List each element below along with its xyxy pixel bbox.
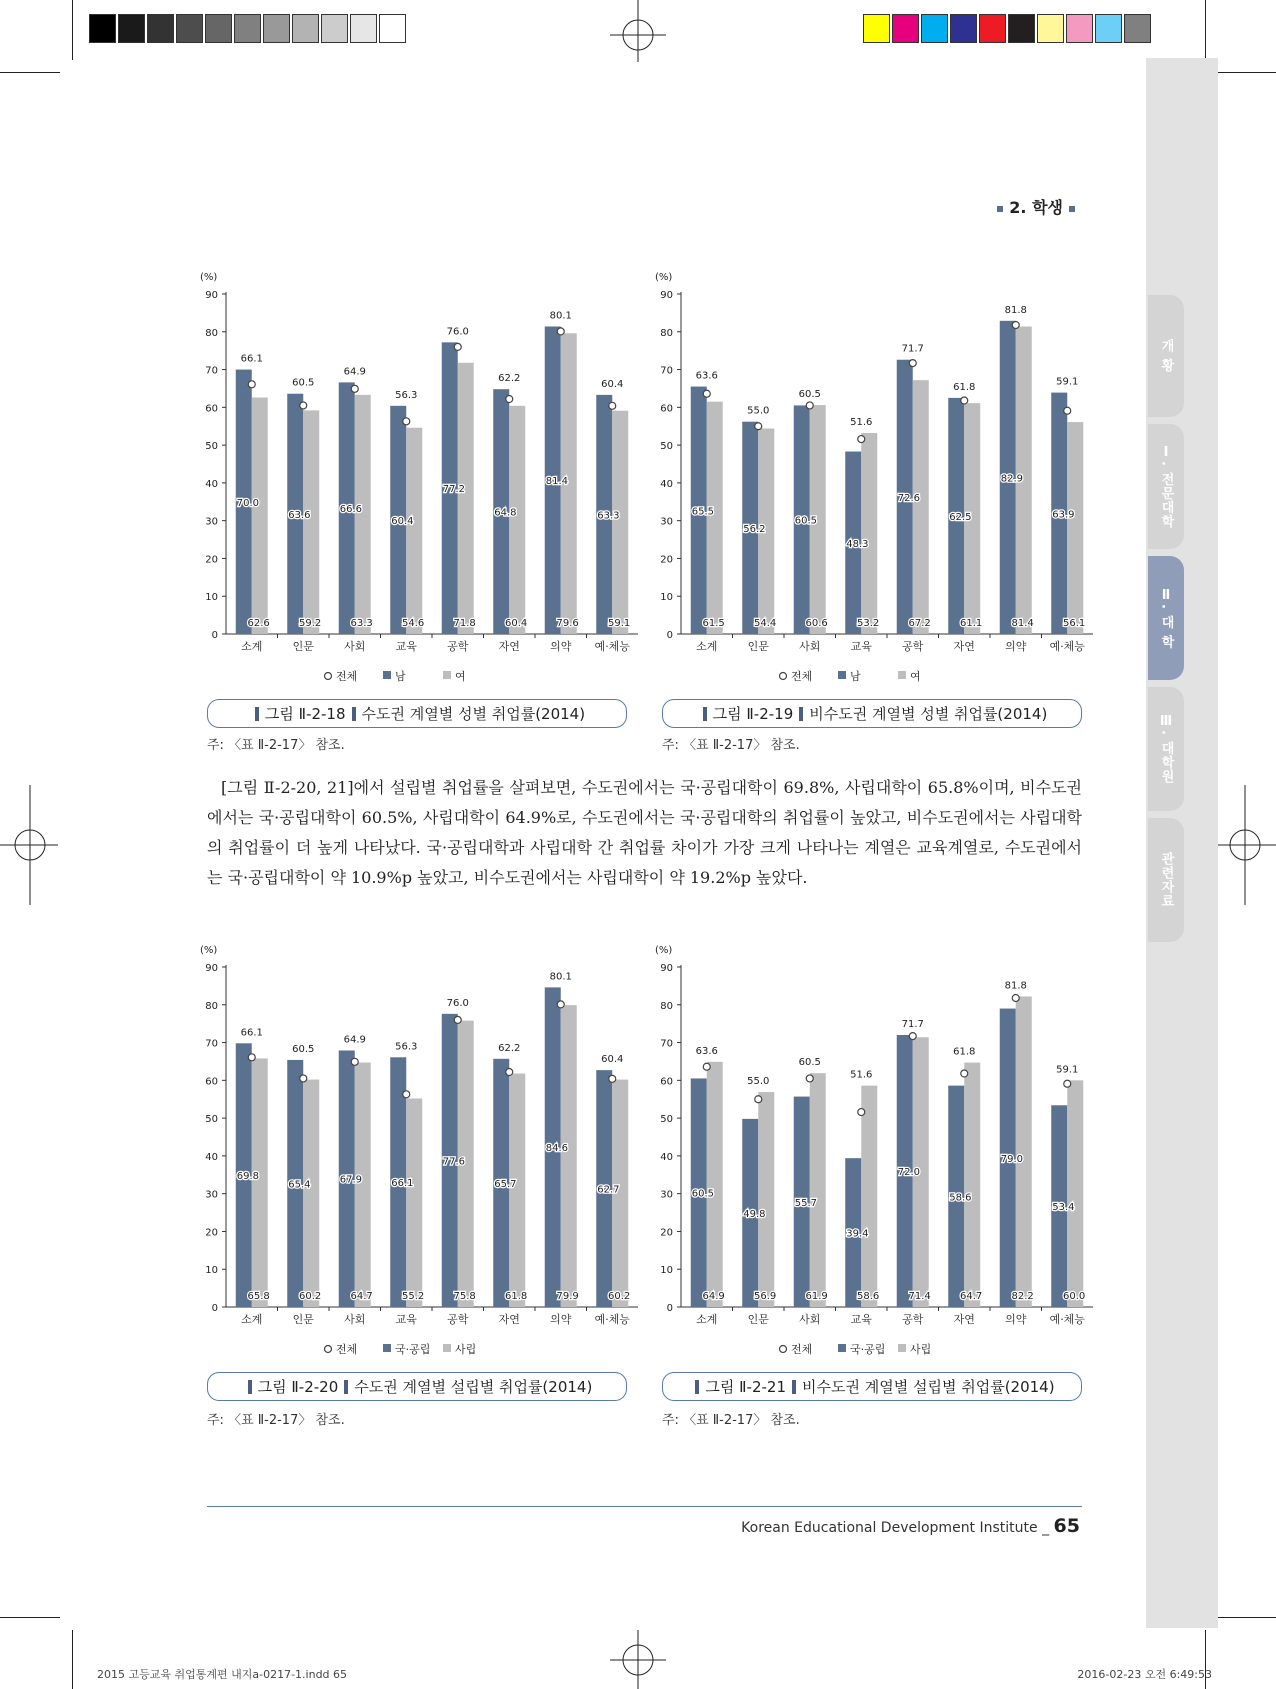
data-label-series-1: 60.5 bbox=[691, 1188, 715, 1200]
overall-marker bbox=[858, 1109, 865, 1116]
y-tick-label: 30 bbox=[660, 1189, 673, 1201]
y-tick-label: 60 bbox=[205, 1076, 218, 1088]
overall-marker bbox=[403, 1091, 410, 1098]
legend-label-series-1: 국·공립 bbox=[850, 1343, 886, 1356]
legend-marker-overall bbox=[325, 673, 332, 680]
x-tick-label: 사회 bbox=[799, 1313, 821, 1326]
data-label-series-2: 75.8 bbox=[453, 1291, 476, 1302]
side-tab-overview[interactable]: 개 황 bbox=[1148, 295, 1184, 417]
x-tick-label: 교육 bbox=[395, 1313, 417, 1326]
data-label-series-2: 59.1 bbox=[607, 618, 631, 629]
bar-series-2 bbox=[612, 411, 628, 634]
y-tick-label: 60 bbox=[660, 403, 673, 415]
data-label-series-1: 67.9 bbox=[339, 1174, 363, 1186]
overall-label: 71.7 bbox=[901, 1019, 924, 1030]
bar-series-2 bbox=[707, 402, 723, 634]
bar-series-2 bbox=[810, 1073, 826, 1307]
overall-label: 81.8 bbox=[1004, 304, 1027, 316]
data-label-series-1: 65.4 bbox=[288, 1179, 311, 1191]
legend-label-series-1: 국·공립 bbox=[395, 1343, 431, 1356]
bar-series-2 bbox=[406, 428, 422, 634]
bar-series-2 bbox=[252, 1058, 268, 1307]
header-square-left bbox=[997, 206, 1003, 212]
overall-label: 76.0 bbox=[446, 326, 469, 338]
x-tick-label: 소계 bbox=[696, 640, 718, 653]
overall-marker bbox=[755, 423, 762, 430]
overall-marker bbox=[300, 402, 307, 409]
y-tick-label: 40 bbox=[660, 1151, 673, 1163]
overall-marker bbox=[1012, 321, 1019, 328]
data-label-series-2: 71.4 bbox=[908, 1291, 931, 1302]
bar-series-2 bbox=[913, 380, 929, 634]
bar-series-2 bbox=[964, 1063, 980, 1307]
overall-label: 61.8 bbox=[953, 381, 976, 393]
x-tick-label: 소계 bbox=[241, 1313, 263, 1326]
data-label-series-2: 64.7 bbox=[959, 1291, 983, 1302]
overall-marker bbox=[454, 1016, 461, 1023]
data-label-series-1: 82.9 bbox=[1000, 473, 1024, 485]
overall-label: 63.6 bbox=[695, 1045, 718, 1057]
bar-series-2 bbox=[861, 1086, 877, 1307]
x-tick-label: 의약 bbox=[550, 640, 572, 653]
side-tab-related-data[interactable]: 관련자료 bbox=[1148, 818, 1184, 942]
y-tick-label: 40 bbox=[205, 1151, 218, 1163]
overall-marker bbox=[351, 1058, 358, 1065]
chart-noncapital-founding bbox=[653, 941, 1113, 1356]
figure-note-18: 주: 〈표 Ⅱ-2-17〉 참조. bbox=[207, 738, 345, 753]
legend-swatch-series-1 bbox=[838, 671, 846, 679]
x-tick-label: 사회 bbox=[344, 1313, 366, 1326]
bar-series-2 bbox=[252, 398, 268, 634]
data-label-series-2: 64.7 bbox=[350, 1291, 373, 1302]
data-label-series-2: 61.5 bbox=[702, 618, 725, 629]
data-label-series-1: 84.6 bbox=[545, 1143, 569, 1155]
overall-label: 60.5 bbox=[798, 389, 821, 401]
overall-label: 60.5 bbox=[798, 1057, 821, 1069]
data-label-series-1: 63.9 bbox=[1052, 509, 1075, 521]
bar-series-2 bbox=[758, 1092, 774, 1307]
overall-marker bbox=[248, 381, 255, 388]
x-tick-label: 예·체능 bbox=[594, 1313, 630, 1326]
y-unit-label: (%) bbox=[655, 945, 673, 956]
y-tick-label: 30 bbox=[205, 1189, 218, 1201]
data-label-series-2: 55.2 bbox=[401, 1291, 425, 1302]
x-tick-label: 교육 bbox=[850, 1313, 872, 1326]
figure-caption-19: 그림 Ⅱ-2-19 비수도권 계열별 성별 취업률(2014) bbox=[662, 699, 1082, 728]
y-tick-label: 90 bbox=[660, 290, 673, 301]
data-label-series-1: 62.5 bbox=[949, 511, 972, 523]
chart-svg bbox=[653, 941, 1113, 1356]
data-label-series-1: 55.7 bbox=[794, 1197, 818, 1209]
bar-series-2 bbox=[406, 1098, 422, 1307]
legend-swatch-series-1 bbox=[838, 1344, 846, 1352]
legend-label-overall: 전체 bbox=[336, 1343, 358, 1356]
x-tick-label: 자연 bbox=[498, 640, 520, 653]
x-tick-label: 인문 bbox=[292, 1313, 314, 1326]
data-label-series-2: 64.9 bbox=[702, 1291, 725, 1302]
overall-label: 56.3 bbox=[395, 1041, 418, 1053]
y-tick-label: 90 bbox=[205, 963, 218, 974]
y-tick-label: 80 bbox=[660, 327, 673, 339]
chart-svg bbox=[653, 268, 1113, 683]
legend-label-series-2: 여 bbox=[910, 670, 921, 683]
data-label-series-1: 58.6 bbox=[949, 1192, 972, 1204]
bar-series-2 bbox=[1067, 422, 1083, 634]
y-tick-label: 50 bbox=[660, 1114, 673, 1126]
x-tick-label: 교육 bbox=[850, 640, 872, 653]
footer-institute: Korean Educational Development Institute _ bbox=[741, 1520, 1050, 1536]
data-label-series-2: 53.2 bbox=[856, 618, 880, 629]
data-label-series-2: 60.4 bbox=[504, 618, 528, 629]
bar-series-2 bbox=[303, 410, 319, 634]
y-tick-label: 80 bbox=[660, 1000, 673, 1012]
x-tick-label: 공학 bbox=[902, 640, 924, 653]
data-label-series-2: 59.2 bbox=[298, 618, 322, 629]
overall-marker bbox=[506, 1069, 513, 1076]
data-label-series-1: 65.5 bbox=[691, 506, 715, 518]
x-tick-label: 소계 bbox=[241, 640, 263, 653]
legend-swatch-series-2 bbox=[443, 1344, 451, 1352]
y-tick-label: 30 bbox=[205, 516, 218, 528]
data-label-series-2: 56.1 bbox=[1062, 618, 1086, 629]
data-label-series-1: 49.8 bbox=[743, 1208, 766, 1220]
body-paragraph bbox=[207, 773, 1082, 893]
data-label-series-1: 66.6 bbox=[339, 504, 363, 516]
data-label-series-1: 77.2 bbox=[442, 484, 466, 496]
legend-swatch-series-2 bbox=[898, 1344, 906, 1352]
header-square-right bbox=[1069, 206, 1075, 212]
bar-series-2 bbox=[1067, 1080, 1083, 1307]
overall-marker bbox=[300, 1075, 307, 1082]
overall-marker bbox=[806, 1075, 813, 1082]
overall-label: 51.6 bbox=[850, 417, 873, 429]
data-label-series-1: 48.3 bbox=[846, 538, 869, 550]
y-tick-label: 20 bbox=[660, 1227, 673, 1239]
overall-marker bbox=[557, 328, 564, 335]
data-label-series-2: 60.6 bbox=[805, 618, 828, 629]
y-tick-label: 90 bbox=[660, 963, 673, 974]
y-tick-label: 60 bbox=[205, 403, 218, 415]
overall-label: 64.9 bbox=[343, 1034, 366, 1046]
y-tick-label: 80 bbox=[205, 327, 218, 339]
data-label-series-2: 65.8 bbox=[247, 1291, 270, 1302]
overall-label: 56.3 bbox=[395, 389, 418, 401]
overall-label: 59.1 bbox=[1056, 1064, 1079, 1076]
overall-label: 55.0 bbox=[747, 1076, 770, 1088]
section-header: 2. 학생 bbox=[991, 195, 1081, 218]
legend-swatch-series-2 bbox=[898, 671, 906, 679]
slug-timestamp: 2016-02-23 오전 6:49:53 bbox=[1077, 1668, 1212, 1681]
figure-note-20: 주: 〈표 Ⅱ-2-17〉 참조. bbox=[207, 1413, 345, 1428]
data-label-series-2: 61.8 bbox=[504, 1291, 528, 1302]
legend-marker-overall bbox=[780, 673, 787, 680]
data-label-series-1: 79.0 bbox=[1000, 1153, 1024, 1165]
y-tick-label: 0 bbox=[211, 1303, 218, 1314]
figure-caption-20: 그림 Ⅱ-2-20 수도권 계열별 설립별 취업률(2014) bbox=[207, 1372, 627, 1401]
figure-caption-21: 그림 Ⅱ-2-21 비수도권 계열별 설립별 취업률(2014) bbox=[662, 1372, 1082, 1401]
overall-label: 60.4 bbox=[601, 378, 624, 390]
data-label-series-2: 54.4 bbox=[753, 618, 777, 629]
data-label-series-2: 67.2 bbox=[908, 618, 931, 629]
y-tick-label: 60 bbox=[660, 1076, 673, 1088]
y-tick-label: 10 bbox=[660, 1265, 673, 1277]
figure-note-19: 주: 〈표 Ⅱ-2-17〉 참조. bbox=[662, 738, 800, 753]
data-label-series-2: 61.9 bbox=[805, 1291, 828, 1302]
overall-marker bbox=[909, 1033, 916, 1040]
y-tick-label: 50 bbox=[205, 441, 218, 453]
y-tick-label: 70 bbox=[205, 365, 218, 377]
bar-series-2 bbox=[303, 1080, 319, 1307]
overall-label: 66.1 bbox=[240, 1027, 263, 1039]
bar-series-2 bbox=[861, 433, 877, 634]
x-tick-label: 사회 bbox=[799, 640, 821, 653]
page-number: 65 bbox=[1053, 1515, 1080, 1537]
overall-marker bbox=[806, 402, 813, 409]
data-label-series-2: 62.6 bbox=[247, 618, 270, 629]
x-tick-label: 공학 bbox=[902, 1313, 924, 1326]
data-label-series-1: 64.8 bbox=[494, 507, 517, 519]
y-tick-label: 10 bbox=[205, 592, 218, 604]
data-label-series-2: 60.2 bbox=[607, 1291, 631, 1302]
x-tick-label: 인문 bbox=[747, 1313, 769, 1326]
y-tick-label: 10 bbox=[660, 592, 673, 604]
data-label-series-2: 79.9 bbox=[556, 1291, 579, 1302]
side-tab-junior-college[interactable]: Ⅰ. 전문대학 bbox=[1148, 424, 1184, 549]
data-label-series-2: 61.1 bbox=[959, 618, 983, 629]
y-tick-label: 70 bbox=[660, 365, 673, 377]
footer bbox=[741, 1515, 1080, 1537]
x-tick-label: 자연 bbox=[498, 1313, 520, 1326]
chart-svg bbox=[198, 941, 658, 1356]
x-tick-label: 공학 bbox=[447, 640, 469, 653]
y-unit-label: (%) bbox=[200, 272, 218, 283]
data-label-series-1: 53.4 bbox=[1052, 1202, 1075, 1214]
chart-noncapital-gender bbox=[653, 268, 1113, 683]
legend-marker-overall bbox=[325, 1346, 332, 1353]
x-tick-label: 의약 bbox=[1005, 1313, 1027, 1326]
x-tick-label: 자연 bbox=[953, 1313, 975, 1326]
data-label-series-2: 54.6 bbox=[401, 618, 425, 629]
overall-label: 80.1 bbox=[549, 971, 572, 983]
data-label-series-1: 39.4 bbox=[846, 1228, 869, 1240]
data-label-series-1: 70.0 bbox=[236, 497, 260, 509]
legend-label-overall: 전체 bbox=[791, 1343, 813, 1356]
bar-series-2 bbox=[561, 1005, 577, 1307]
chart-capital-gender bbox=[198, 268, 658, 683]
figure-note-21: 주: 〈표 Ⅱ-2-17〉 참조. bbox=[662, 1413, 800, 1428]
overall-marker bbox=[609, 402, 616, 409]
x-tick-label: 의약 bbox=[550, 1313, 572, 1326]
legend-label-series-2: 여 bbox=[455, 670, 466, 683]
legend-label-overall: 전체 bbox=[336, 670, 358, 683]
overall-label: 80.1 bbox=[549, 310, 572, 322]
overall-label: 51.6 bbox=[850, 1069, 873, 1081]
data-label-series-1: 69.8 bbox=[236, 1171, 260, 1183]
y-tick-label: 0 bbox=[211, 630, 218, 641]
data-label-series-1: 62.7 bbox=[597, 1184, 620, 1196]
y-tick-label: 40 bbox=[205, 478, 218, 490]
bar-series-2 bbox=[1016, 996, 1032, 1307]
side-tab-university[interactable]: Ⅱ. 대 학 bbox=[1148, 556, 1184, 680]
data-label-series-1: 77.6 bbox=[442, 1156, 466, 1168]
overall-marker bbox=[557, 1001, 564, 1008]
y-tick-label: 50 bbox=[205, 1114, 218, 1126]
overall-marker bbox=[609, 1075, 616, 1082]
x-tick-label: 공학 bbox=[447, 1313, 469, 1326]
bar-series-2 bbox=[458, 363, 474, 634]
overall-marker bbox=[1064, 1080, 1071, 1087]
legend-swatch-series-2 bbox=[443, 671, 451, 679]
overall-label: 60.5 bbox=[292, 377, 315, 389]
body-paragraph-text: [그림 Ⅱ-2-20, 21]에서 설립별 취업률을 살펴보면, 수도권에서는 국·공립대학이 69.8%, 사립대학이 65.8%이며, 비수도권에서는 국·공립대학이 60.5%, 사립대학이 64.9%로, 수도권에서는 국·공립대학의 취업률이 높았고, 비수도권에서는 사립대학의 취업률이 더 높게 나타났다. 국·공립대학과 사립대학 간 취업률 차이가 가장 크게 나타나는 계열은 교육계열로, 수도권에서는 국·공립대학이 약 10.9%p 높았고, 비수도권에서는 사립대학이 약 19.2%p 높았다. bbox=[207, 778, 1082, 887]
x-tick-label: 자연 bbox=[953, 640, 975, 653]
data-label-series-2: 81.4 bbox=[1011, 618, 1034, 629]
x-tick-label: 사회 bbox=[344, 640, 366, 653]
legend-label-series-2: 사립 bbox=[455, 1343, 477, 1356]
bar-series-2 bbox=[509, 406, 525, 634]
legend-swatch-series-1 bbox=[383, 671, 391, 679]
overall-marker bbox=[703, 1063, 710, 1070]
overall-marker bbox=[1012, 994, 1019, 1001]
data-label-series-2: 79.6 bbox=[556, 618, 579, 629]
x-tick-label: 소계 bbox=[696, 1313, 718, 1326]
chart-capital-founding bbox=[198, 941, 658, 1356]
x-tick-label: 예·체능 bbox=[1049, 640, 1085, 653]
data-label-series-2: 71.8 bbox=[453, 618, 476, 629]
overall-label: 66.1 bbox=[240, 353, 263, 365]
y-tick-label: 80 bbox=[205, 1000, 218, 1012]
y-tick-label: 70 bbox=[660, 1038, 673, 1050]
legend-label-series-1: 남 bbox=[395, 670, 406, 683]
data-label-series-1: 56.2 bbox=[743, 523, 766, 535]
overall-marker bbox=[755, 1096, 762, 1103]
data-label-series-1: 72.0 bbox=[897, 1167, 921, 1178]
overall-label: 60.4 bbox=[601, 1054, 624, 1066]
y-tick-label: 70 bbox=[205, 1038, 218, 1050]
y-tick-label: 0 bbox=[666, 1303, 673, 1314]
overall-label: 55.0 bbox=[747, 405, 770, 417]
data-label-series-1: 65.7 bbox=[494, 1178, 517, 1190]
overall-marker bbox=[403, 418, 410, 425]
x-tick-label: 예·체능 bbox=[594, 640, 630, 653]
data-label-series-1: 60.5 bbox=[794, 515, 818, 527]
data-label-series-2: 63.3 bbox=[350, 618, 373, 629]
bar-series-2 bbox=[707, 1062, 723, 1307]
y-unit-label: (%) bbox=[655, 272, 673, 283]
overall-label: 63.6 bbox=[695, 370, 718, 382]
x-tick-label: 예·체능 bbox=[1049, 1313, 1085, 1326]
overall-label: 76.0 bbox=[446, 997, 469, 1009]
overall-marker bbox=[703, 390, 710, 397]
overall-marker bbox=[909, 360, 916, 367]
x-tick-label: 인문 bbox=[747, 640, 769, 653]
footer-rule bbox=[207, 1506, 1082, 1507]
overall-marker bbox=[961, 1070, 968, 1077]
y-tick-label: 20 bbox=[205, 1227, 218, 1239]
bar-series-2 bbox=[509, 1074, 525, 1307]
overall-marker bbox=[1064, 407, 1071, 414]
overall-marker bbox=[454, 343, 461, 350]
overall-label: 62.2 bbox=[498, 1042, 521, 1054]
overall-label: 60.5 bbox=[292, 1043, 315, 1055]
legend-label-overall: 전체 bbox=[791, 670, 813, 683]
legend-label-series-1: 남 bbox=[850, 670, 861, 683]
y-unit-label: (%) bbox=[200, 945, 218, 956]
data-label-series-2: 58.6 bbox=[856, 1291, 880, 1302]
chart-svg bbox=[198, 268, 658, 683]
y-tick-label: 10 bbox=[205, 1265, 218, 1277]
data-label-series-1: 63.3 bbox=[597, 510, 620, 522]
overall-label: 59.1 bbox=[1056, 376, 1079, 388]
legend-swatch-series-1 bbox=[383, 1344, 391, 1352]
slug-filename: 2015 고등교육 취업통계편 내지a-0217-1.indd 65 bbox=[97, 1668, 348, 1681]
x-tick-label: 인문 bbox=[292, 640, 314, 653]
x-tick-label: 의약 bbox=[1005, 640, 1027, 653]
data-label-series-2: 82.2 bbox=[1011, 1291, 1034, 1302]
overall-marker bbox=[351, 385, 358, 392]
x-tick-label: 교육 bbox=[395, 640, 417, 653]
data-label-series-1: 60.4 bbox=[391, 515, 414, 527]
data-label-series-1: 66.1 bbox=[391, 1178, 414, 1190]
overall-label: 71.7 bbox=[901, 343, 924, 355]
y-tick-label: 50 bbox=[660, 441, 673, 453]
overall-label: 81.8 bbox=[1004, 980, 1027, 992]
data-label-series-2: 56.9 bbox=[753, 1291, 777, 1302]
data-label-series-1: 81.4 bbox=[545, 476, 569, 488]
data-label-series-1: 72.6 bbox=[897, 492, 921, 504]
overall-label: 61.8 bbox=[953, 1046, 976, 1058]
y-tick-label: 20 bbox=[205, 554, 218, 566]
data-label-series-2: 60.2 bbox=[298, 1291, 322, 1302]
overall-marker bbox=[506, 396, 513, 403]
overall-marker bbox=[858, 436, 865, 443]
overall-marker bbox=[248, 1054, 255, 1061]
legend-label-series-2: 사립 bbox=[910, 1343, 932, 1356]
y-tick-label: 30 bbox=[660, 516, 673, 528]
overall-marker bbox=[961, 397, 968, 404]
figure-caption-18: 그림 Ⅱ-2-18 수도권 계열별 성별 취업률(2014) bbox=[207, 699, 627, 728]
overall-label: 62.2 bbox=[498, 373, 521, 385]
y-tick-label: 20 bbox=[660, 554, 673, 566]
y-tick-label: 40 bbox=[660, 478, 673, 490]
y-tick-label: 0 bbox=[666, 630, 673, 641]
side-tab-graduate-school[interactable]: Ⅲ. 대학원 bbox=[1148, 687, 1184, 811]
data-label-series-1: 63.6 bbox=[288, 509, 311, 521]
data-label-series-2: 60.0 bbox=[1062, 1291, 1086, 1302]
overall-label: 64.9 bbox=[343, 366, 366, 378]
legend-marker-overall bbox=[780, 1346, 787, 1353]
y-tick-label: 90 bbox=[205, 290, 218, 301]
